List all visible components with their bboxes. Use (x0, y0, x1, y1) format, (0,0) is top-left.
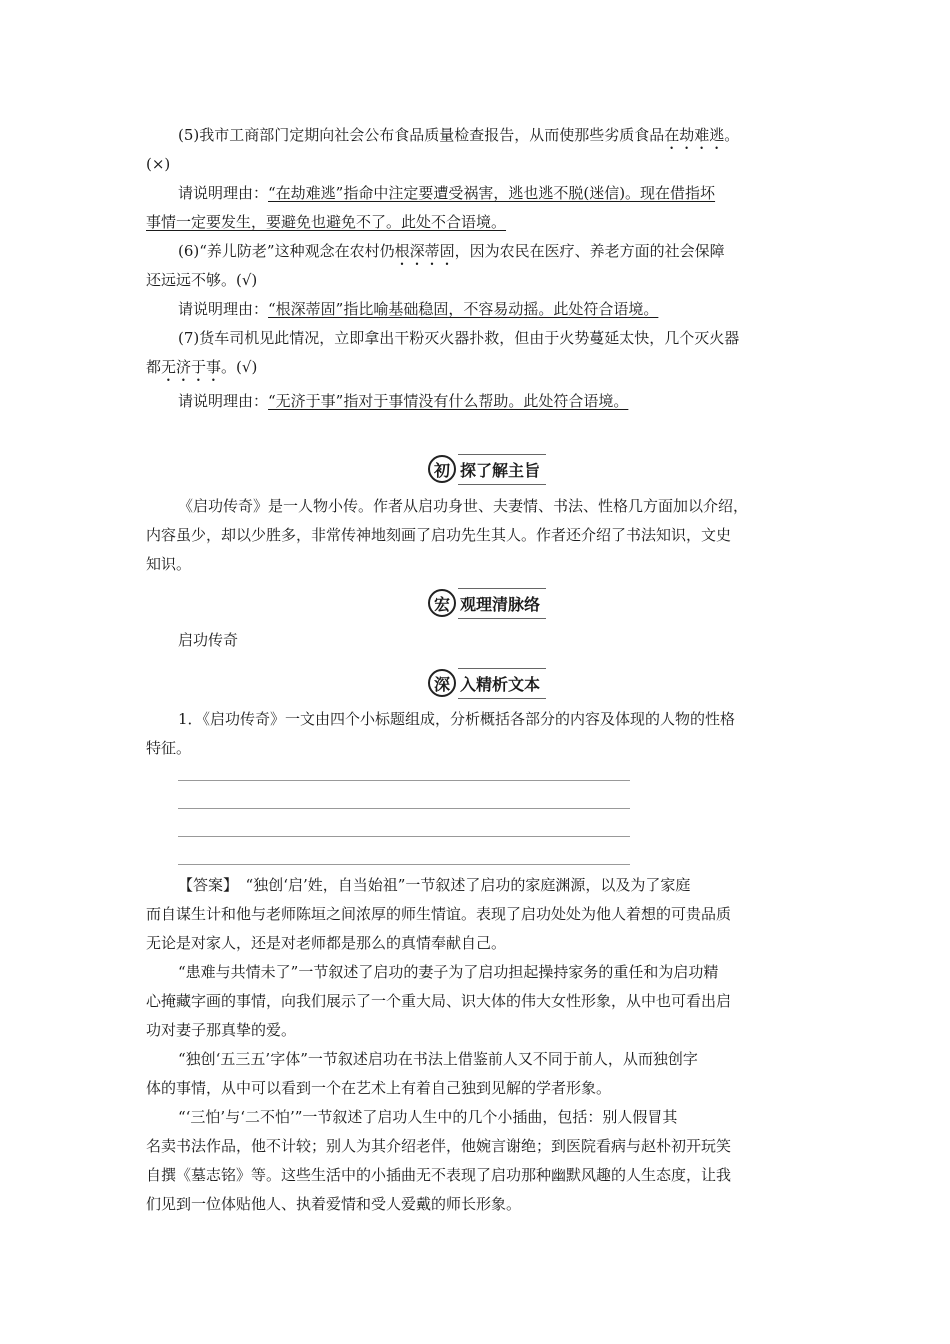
answer-blank-line[interactable] (178, 864, 630, 865)
answer-line: 而自谋生计和他与老师陈垣之间浓厚的师生情谊。表现了启功处处为他人着想的可贵品质 (146, 905, 732, 923)
answer-line: 功对妻子那真挚的爱。 (146, 1021, 297, 1039)
q5-reason-text: “在劫难逃”指命中注定要遭受祸害，逃也逃不脱(迷信)。现在借指坏 (268, 184, 716, 202)
answer-para-1: 【答案】 “独创‘启’姓，自当始祖”一节叙述了启功的家庭渊源，以及为了家庭 (178, 876, 691, 894)
q6-idiom: 根深蒂固 (394, 242, 455, 260)
answer-blank-line[interactable] (178, 808, 630, 809)
question-1-cont: 特征。 (146, 739, 192, 757)
q6-sentence: (6)“养儿防老”这种观念在农村仍根深蒂固，因为农民在医疗、养老方面的社会保障 (178, 242, 725, 260)
section-heading-explore: 初 探了解主旨 (428, 452, 546, 486)
q5-reason: 请说明理由：“在劫难逃”指命中注定要遭受祸害，逃也逃不脱(迷信)。现在借指坏 (178, 184, 716, 202)
answer-line: 体的事情，从中可以看到一个在艺术上有着自己独到见解的学者形象。 (146, 1079, 612, 1097)
summary-line: 内容虽少，却以少胜多，非常传神地刻画了启功先生其人。作者还介绍了书法知识，文史 (146, 526, 732, 544)
q7-sentence: (7)货车司机见此情况，立即拿出干粉灭火器扑救，但由于火势蔓延太快，几个灭火器 (178, 329, 740, 347)
answer-para-4: “‘三怕’与‘二不怕’”一节叙述了启功人生中的几个小插曲，包括：别人假冒其 (178, 1108, 678, 1126)
answer-line: 名卖书法作品，他不计较；别人为其介绍老伴，他婉言谢绝；到医院看病与赵朴初开玩笑 (146, 1137, 732, 1155)
q7-reason-text: “无济于事”指对于事情没有什么帮助。此处符合语境。 (268, 392, 629, 410)
q5-mark: (×) (146, 155, 171, 173)
q6-reason-text: “根深蒂固”指比喻基础稳固，不容易动摇。此处符合语境。 (268, 300, 659, 318)
heading-ring-icon: 深 (428, 669, 456, 697)
answer-line: 自撰《墓志铭》等。这些生活中的小插曲无不表现了启功那种幽默风趣的人生态度，让我 (146, 1166, 732, 1184)
question-1: 1．《启功传奇》一文由四个小标题组成，分析概括各部分的内容及体现的人物的性格 (178, 710, 736, 728)
q5-idiom: 在劫难逃 (664, 126, 725, 144)
q5-reason-text-2: 事情一定要发生，要避免也避免不了。此处不合语境。 (146, 213, 507, 231)
answer-para-3: “独创‘五三五’字体”一节叙述启功在书法上借鉴前人又不同于前人，从而独创字 (178, 1050, 698, 1068)
q7-sentence-2: 都无济于事。(√) (146, 358, 258, 376)
answer-line: 心掩藏字画的事情，向我们展示了一个重大局、识大体的伟大女性形象，从中也可看出启 (146, 992, 732, 1010)
answer-line: 们见到一位体贴他人、执着爱情和受人爱戴的师长形象。 (146, 1195, 522, 1213)
answer-blank-line[interactable] (178, 836, 630, 837)
q7-idiom: 无济于事 (161, 358, 222, 376)
section-heading-structure: 宏 观理清脉络 (428, 586, 546, 620)
q5-sentence: (5)我市工商部门定期向社会公布食品质量检查报告，从而使那些劣质食品在劫难逃。 (178, 126, 740, 144)
answer-para-2: “患难与共情未了”一节叙述了启功的妻子为了启功担起操持家务的重任和为启功精 (178, 963, 719, 981)
q6-reason: 请说明理由：“根深蒂固”指比喻基础稳固，不容易动摇。此处符合语境。 (178, 300, 659, 318)
heading-ring-icon: 初 (428, 455, 456, 483)
q7-reason: 请说明理由：“无济于事”指对于事情没有什么帮助。此处符合语境。 (178, 392, 629, 410)
q6-sentence-2: 还远远不够。(√) (146, 271, 258, 289)
section-heading-analysis: 深 入精析文本 (428, 666, 546, 700)
heading-ring-icon: 宏 (428, 589, 456, 617)
answer-line: 无论是对家人，还是对老师都是那么的真情奉献自己。 (146, 934, 507, 952)
structure-text: 启功传奇 (178, 631, 239, 649)
answer-blank-line[interactable] (178, 780, 630, 781)
answer-label: 【答案】 (178, 876, 231, 894)
summary-line: 《启功传奇》是一人物小传。作者从启功身世、夫妻情、书法、性格几方面加以介绍， (178, 497, 749, 515)
summary-line: 知识。 (146, 555, 192, 573)
